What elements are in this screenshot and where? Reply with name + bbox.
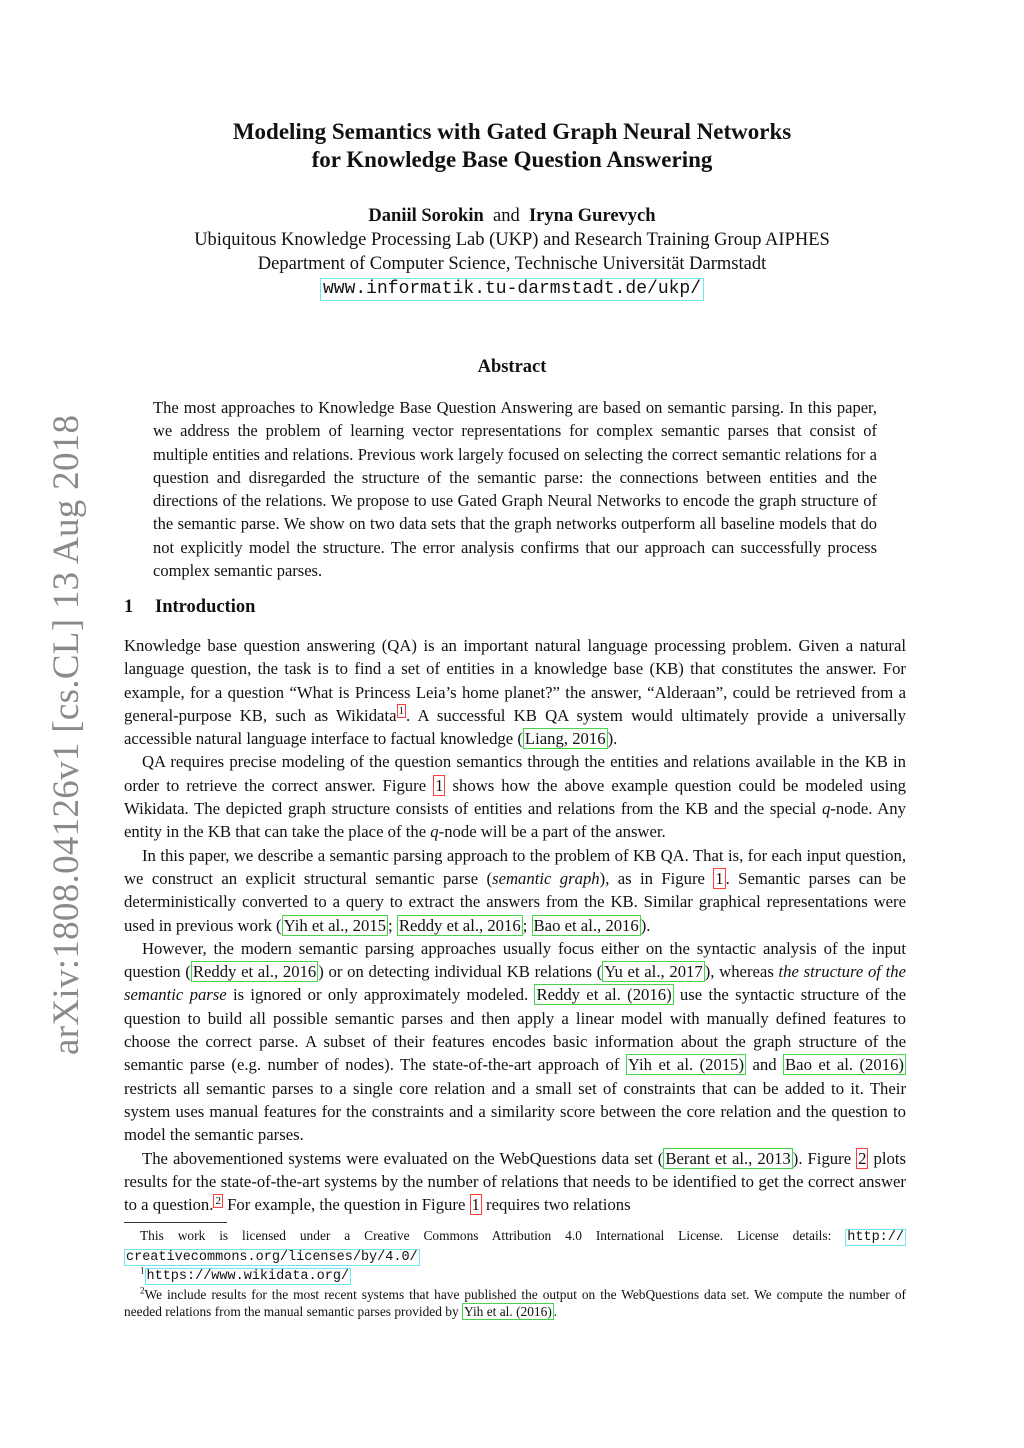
- text-run: The abovementioned systems were evaluated on the WebQuestions data set (: [142, 1148, 664, 1168]
- footnote-1: [124, 1266, 906, 1286]
- figure-ref-1[interactable]: 1: [435, 775, 444, 795]
- wikidata-url-link[interactable]: https://www.wikidata.org/: [146, 1269, 350, 1284]
- license-url-link-cont[interactable]: creativecommons.org/licenses/by/4.0/: [126, 1249, 418, 1265]
- author-block: [100, 204, 924, 301]
- emphasis: semantic graph: [492, 868, 600, 888]
- affiliation-2: Department of Computer Science, Technische Universität Darmstadt: [257, 254, 767, 274]
- footnote-ref-2[interactable]: 2: [215, 1194, 221, 1207]
- title-line-1: Modeling Semantics with Gated Graph Neural Networks: [232, 119, 792, 144]
- text-run: ), as in Figure: [599, 868, 714, 888]
- text-run: is ignored or only approximately modeled.: [226, 985, 535, 1005]
- author-1: Daniil Sorokin: [368, 206, 484, 226]
- paragraph-1: [124, 634, 906, 750]
- citation-liang-2016[interactable]: Liang, 2016: [524, 729, 606, 749]
- lab-url-link[interactable]: www.informatik.tu-darmstadt.de/ukp/: [320, 278, 704, 301]
- footnote-rule: [124, 1222, 227, 1223]
- text-run: . Semantic parses can be deterministically converted to a query to extract the answers from the KB. Similar graphical representations were used in previous work (: [124, 868, 906, 935]
- text-run: use the syntactic structure of the question to build all possible semantic parses and then apply a linear model with manually defined features to choose the correct parse. A subset of their features encodes basic information about the graph structure of the semantic parse (e.g. number of nodes). The state-of-the-art approach of: [124, 985, 906, 1075]
- text-run: and: [746, 1055, 784, 1075]
- q-node-symbol: q: [430, 822, 439, 842]
- text-run: QA requires precise modeling of the question semantics through the entities and relations available in the KB in order to retrieve the correct answer. Figure: [124, 752, 906, 795]
- citation-berant-2013[interactable]: Berant et al., 2013: [665, 1148, 791, 1168]
- text-run: ;: [388, 915, 397, 935]
- body-text: [124, 634, 906, 1216]
- text-run: This work is licensed under a Creative Commons Attribution 4.0 International License. License details:: [140, 1228, 846, 1243]
- text-run: In this paper, we describe a semantic parsing approach to the problem of KB QA. That is, for each input question, we construct an explicit structural semantic parse (: [124, 845, 906, 888]
- text-run: ). Figure: [792, 1148, 857, 1168]
- footnote-ref-1[interactable]: 1: [398, 705, 404, 718]
- text-run: requires two relations: [481, 1195, 631, 1215]
- footnote-1-mark: 1: [140, 1265, 145, 1276]
- text-run: ;: [522, 915, 532, 935]
- section-heading: [124, 597, 255, 618]
- license-url-link[interactable]: http://: [847, 1230, 904, 1245]
- paragraph-5: [124, 1147, 906, 1217]
- text-run: shows how the above example question could be modeled using Wikidata. The depicted graph structure consists of entities and relations from the KB and the special: [124, 775, 907, 819]
- license-note: [124, 1227, 906, 1266]
- text-run: However, the modern semantic parsing approaches usually focus either on the syntactic analysis of the input question (: [124, 938, 906, 982]
- author-line: [100, 204, 924, 228]
- citation-bao-2016[interactable]: Bao et al. (2016): [785, 1055, 904, 1075]
- text-run: -node. Any entity in the KB that can take the place of the: [124, 799, 906, 842]
- section-title: Introduction: [155, 597, 256, 617]
- abstract-text: The most approaches to Knowledge Base Question Answering are based on semantic parsing. In this paper, we address the problem of learning vector representations for complex semantic parses that consist of multiple entities and relations. Previous work largely focused on selecting the correct semantic relations for a question and disregarded the structure of the semantic parse: the connections between entities and the directions of the relations. We propose to use Gated Graph Neural Networks to encode the graph structure of the semantic parse. We show on two data sets that the graph networks outperform all baseline models that do not explicitly model the structure. The error analysis confirms that our approach can successfully process complex semantic parses.: [153, 398, 877, 581]
- figure-ref-2[interactable]: 2: [858, 1148, 867, 1168]
- abstract-heading: Abstract: [477, 357, 547, 377]
- emphasis: the structure of the semantic parse: [124, 962, 907, 1005]
- footnotes: [124, 1227, 906, 1321]
- text-run: ) or on detecting individual KB relations (: [318, 962, 603, 982]
- paper-title: [100, 118, 924, 174]
- arxiv-identifier: arXiv:1808.04126v1 [cs.CL] 13 Aug 2018: [46, 414, 87, 1055]
- citation-yih-2015[interactable]: Yih et al. (2015): [627, 1055, 745, 1075]
- citation-yih-2015[interactable]: Yih et al., 2015: [283, 915, 387, 935]
- text-run: ), whereas: [704, 962, 779, 982]
- citation-yu-2017[interactable]: Yu et al., 2017: [604, 962, 703, 982]
- q-node-symbol: q: [821, 799, 831, 819]
- paragraph-3: [124, 844, 906, 937]
- section-number: 1: [124, 597, 134, 617]
- citation-yih-2016[interactable]: Yih et al. (2016): [464, 1304, 552, 1319]
- text-run: ).: [640, 915, 651, 935]
- text-run: .: [553, 1304, 558, 1319]
- author-conjunction: and: [493, 206, 520, 226]
- paragraph-2: [124, 750, 906, 843]
- citation-reddy-2016[interactable]: Reddy et al. (2016): [536, 985, 672, 1005]
- text-run: ).: [607, 729, 618, 749]
- figure-ref-1[interactable]: 1: [471, 1195, 480, 1215]
- text-run: . A successful KB QA system would ultimately provide a universally accessible natural language interface to factual knowledge (: [124, 705, 907, 749]
- citation-reddy-2016[interactable]: Reddy et al., 2016: [398, 915, 521, 935]
- affiliation-1: Ubiquitous Knowledge Processing Lab (UKP) and Research Training Group AIPHES: [194, 230, 830, 250]
- citation-reddy-2016[interactable]: Reddy et al., 2016: [192, 962, 317, 982]
- footnote-2: [124, 1286, 906, 1321]
- text-run: plots results for the state-of-the-art systems by the number of relations that needs to be identified to get the correct answer to a question.: [124, 1148, 906, 1215]
- figure-ref-1[interactable]: 1: [715, 868, 724, 888]
- title-line-2: for Knowledge Base Question Answering: [311, 147, 713, 172]
- text-run: -node will be a part of the answer.: [438, 822, 666, 842]
- text-run: restricts all semantic parses to a single core relation and a small set of constraints that can be added to it. Their system uses manual features for the constraints and a similarity score between the core relation and the question to model the semantic parses.: [124, 1078, 906, 1145]
- author-2: Iryna Gurevych: [528, 206, 656, 226]
- paragraph-4: [124, 937, 906, 1147]
- text-run: For example, the question in Figure: [222, 1195, 470, 1215]
- text-run: Knowledge base question answering (QA) is an important natural language processing problem. Given a natural language question, the task is to find a set of entities in a knowledge base (KB) that constitutes the answer. For example, for a question “What is Princess Leia’s home planet?” the answer, “Alderaan”, could be retrieved from a general-purpose KB, such as Wikidata: [124, 636, 906, 725]
- citation-bao-2016[interactable]: Bao et al., 2016: [533, 915, 639, 935]
- text-run: We include results for the most recent systems that have published the output on the WebQuestions data set. We compute the number of needed relations from the manual semantic parses provided by: [124, 1286, 906, 1319]
- footnote-2-mark: 2: [140, 1285, 145, 1296]
